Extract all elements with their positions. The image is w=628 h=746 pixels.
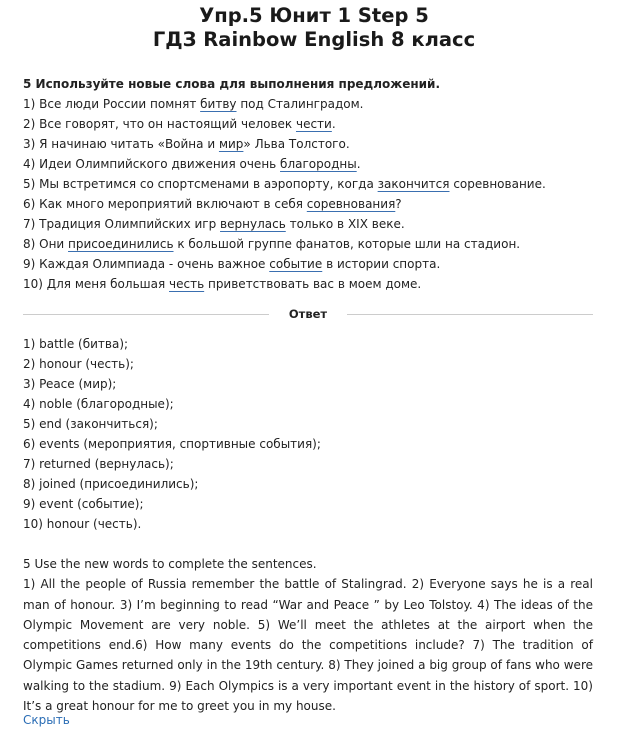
sentence-text: 10) Для меня большая xyxy=(23,277,170,291)
sentence-text: только в XIX веке. xyxy=(285,217,405,231)
sentence-text: под Сталинградом. xyxy=(236,97,364,111)
sentence-text: 9) Каждая Олимпиада - очень важное xyxy=(23,257,270,271)
sentence-text: 5) Мы встретимся со спортсменами в аэропорту, когда xyxy=(23,177,378,191)
answer-item: 4) noble (благородные); xyxy=(23,397,174,411)
sentence-text: 3) Я начинаю читать «Война и xyxy=(23,137,219,151)
answer-item: 6) events (мероприятия, спортивные события); xyxy=(23,437,321,451)
sentence-text: 6) Как много мероприятий включают в себя xyxy=(23,197,307,211)
underlined-word: мир xyxy=(218,137,244,151)
sentence-text: » Льва Толстого. xyxy=(243,137,350,151)
sentence-text: ? xyxy=(395,197,402,211)
task-block xyxy=(23,74,613,294)
answer-item: 2) honour (честь); xyxy=(23,357,134,371)
answer-item: 8) joined (присоединились); xyxy=(23,477,199,491)
english-text: 1) All the people of Russia remember the battle of Stalingrad. 2) Everyone says he is a real man of honour. 3) I’m beginning to read “War and Peace ” by Leo Tolstoy. 4) The ideas of the Olympic Movement are very noble. 5) We’ll meet the athletes at the airport when the competitions end.6) How many events do the competitions include? 7) The tradition of Olympic Games returned only in the 19th century. 8) They joined a big group of fans who were walking to the stadium. 9) Each Olympics is a very important event in the history of sport. 10) It’s a great honour for me to greet you in my house. xyxy=(23,577,593,714)
answer-item: 7) returned (вернулась); xyxy=(23,457,174,471)
task-sentence xyxy=(23,194,613,214)
sentence-text: 1) Все люди России помнят xyxy=(23,97,201,111)
task-sentence xyxy=(23,174,613,194)
answer-item: 5) end (закончиться); xyxy=(23,417,158,431)
underlined-word: присоединились xyxy=(68,237,174,251)
underlined-word: благородны xyxy=(280,157,357,171)
sentence-text: приветствовать вас в моем доме. xyxy=(204,277,422,291)
task-sentence xyxy=(23,154,613,174)
divider-right xyxy=(347,314,593,315)
task-sentence xyxy=(23,134,613,154)
underlined-word: вернулась xyxy=(220,217,286,231)
answer-label: Ответ xyxy=(288,307,328,321)
english-block xyxy=(23,554,593,716)
answer-item: 1) battle (битва); xyxy=(23,337,129,351)
sentence-text: соревнование. xyxy=(449,177,546,191)
answer-header xyxy=(23,306,593,322)
underlined-word: соревнования xyxy=(306,197,396,211)
underlined-word: чести xyxy=(295,117,332,131)
sentence-text: 2) Все говорят, что он настоящий человек xyxy=(23,117,296,131)
underlined-word: закончится xyxy=(377,177,450,191)
english-heading: 5 Use the new words to complete the sentences. xyxy=(23,557,317,571)
sentence-text: . xyxy=(331,117,336,131)
task-sentence xyxy=(23,274,613,294)
task-sentence xyxy=(23,234,613,254)
sentence-text: 8) Они xyxy=(23,237,69,251)
sentence-text: к большой группе фанатов, которые шли на стадион. xyxy=(173,237,521,251)
task-sentence xyxy=(23,94,613,114)
task-sentence xyxy=(23,214,613,234)
sentence-text: . xyxy=(356,157,361,171)
task-sentence-list xyxy=(23,94,613,294)
answer-list xyxy=(23,334,321,534)
task-sentence xyxy=(23,114,613,134)
task-heading: 5 Используйте новые слова для выполнения предложений. xyxy=(23,77,441,91)
sentence-text: 7) Традиция Олимпийских игр xyxy=(23,217,221,231)
page-subtitle: ГДЗ Rainbow English 8 класс xyxy=(152,28,476,51)
answer-item: 9) event (событие); xyxy=(23,497,144,511)
sentence-text: 4) Идеи Олимпийского движения очень xyxy=(23,157,281,171)
underlined-word: событие xyxy=(269,257,323,271)
divider-left xyxy=(23,314,269,315)
sentence-text: в истории спорта. xyxy=(322,257,441,271)
underlined-word: честь xyxy=(169,277,205,291)
underlined-word: битву xyxy=(200,97,237,111)
page-title: Упр.5 Юнит 1 Step 5 xyxy=(199,4,429,27)
answer-item: 10) honour (честь). xyxy=(23,517,142,531)
hide-link[interactable]: Скрыть xyxy=(23,713,70,727)
task-sentence xyxy=(23,254,613,274)
answer-item: 3) Peace (мир); xyxy=(23,377,117,391)
